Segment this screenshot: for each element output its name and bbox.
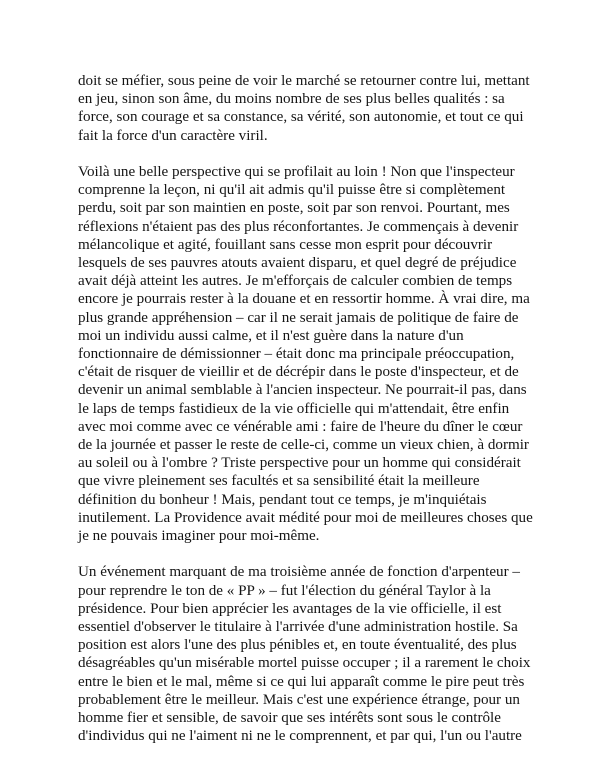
text-line: au soleil ou à l'ombre ? Triste perspective pour un homme qui considérait [78,455,521,472]
text-line: entre le bien et le mal, même si ce qui lui apparaît comme le pire peut très [78,673,525,690]
text-line: homme fier et sensible, de savoir que ses intérêts sont sous le contrôle [78,710,501,727]
text-line: force, son courage et sa constance, sa vérité, son autonomie, et tout ce qui [78,109,524,126]
text-line: fait la force d'un caractère viril. [78,127,268,144]
text-line: position est alors l'une des plus pénibles et, en toute éventualité, des plus [78,637,517,654]
paragraph-3 [78,563,548,745]
text-line: encore je pourrais rester à la douane et en ressortir homme. À vrai dire, ma [78,291,530,308]
text-line: probablement être le meilleur. Mais c'est une expérience étrange, pour un [78,691,520,708]
text-line: le laps de temps fastidieux de la vie officielle qui m'attendait, être enfin [78,400,510,417]
text-line: je ne pouvais imaginer pour moi-même. [78,528,320,545]
text-line: inutilement. La Providence avait médité pour moi de meilleures choses que [78,509,533,526]
text-line: moi un individu aussi calme, et il n'est guère dans la nature d'un [78,327,464,344]
text-line: essentiel d'observer le titulaire à l'arrivée d'une administration hostile. Sa [78,619,518,636]
text-line: mélancolique et agité, fouillant sans cesse mon esprit pour découvrir [78,236,493,253]
text-line: que vivre pleinement ses facultés et sa sensibilité était la meilleure [78,473,480,490]
text-line: d'individus qui ne l'aiment ni ne le comprennent, et par qui, l'un ou l'autre [78,728,522,745]
text-line: Voilà une belle perspective qui se profilait au loin ! Non que l'inspecteur [78,164,515,180]
text-line: doit se méfier, sous peine de voir le marché se retourner contre lui, mettant [78,73,530,89]
text-line: présidence. Pour bien apprécier les avantages de la vie officielle, il est [78,600,502,617]
paragraph-1 [78,72,548,145]
text-line: Un événement marquant de ma troisième année de fonction d'arpenteur – [78,564,520,581]
text-line: définition du bonheur ! Mais, pendant tout ce temps, je m'inquiétais [78,491,487,508]
text-line: désagréables qu'un misérable mortel puisse occuper ; il a rarement le choix [78,655,531,672]
text-line: devenir un animal semblable à l'ancien inspecteur. Ne pourrait-il pas, dans [78,382,527,399]
text-line: fonctionnaire de démissionner – était donc ma principale préoccupation, [78,346,515,363]
text-line: de la journée et passer le reste de celle-ci, comme un vieux chien, à dormir [78,437,529,454]
text-line: avait déjà atteint les autres. Je m'efforçais de calculer combien de temps [78,273,513,290]
text-line: avec moi comme avec ce vénérable ami : faire de l'heure du dîner le cœur [78,418,523,435]
text-line: réflexions n'étaient pas des plus réconfortantes. Je commençais à devenir [78,218,519,235]
paragraph-2 [78,163,548,545]
text-line: pour reprendre le ton de « PP » – fut l'élection du général Taylor à la [78,582,491,599]
text-line: perdu, soit par son maintien en poste, soit par son renvoi. Pourtant, mes [78,200,510,217]
text-line: comprenne la leçon, ni qu'il ait admis qu'il puisse être si complètement [78,182,506,199]
text-line: en jeu, sinon son âme, du moins nombre de ses plus belles qualités : sa [78,91,505,108]
text-line: c'était de risquer de vieillir et de décrépir dans le poste d'inspecteur, et de [78,364,519,381]
document-page [78,72,548,764]
text-line: plus grande appréhension – car il ne serait jamais de politique de faire de [78,309,519,326]
text-line: lesquels de ses pauvres atouts avaient disparu, et quel degré de préjudice [78,255,517,272]
